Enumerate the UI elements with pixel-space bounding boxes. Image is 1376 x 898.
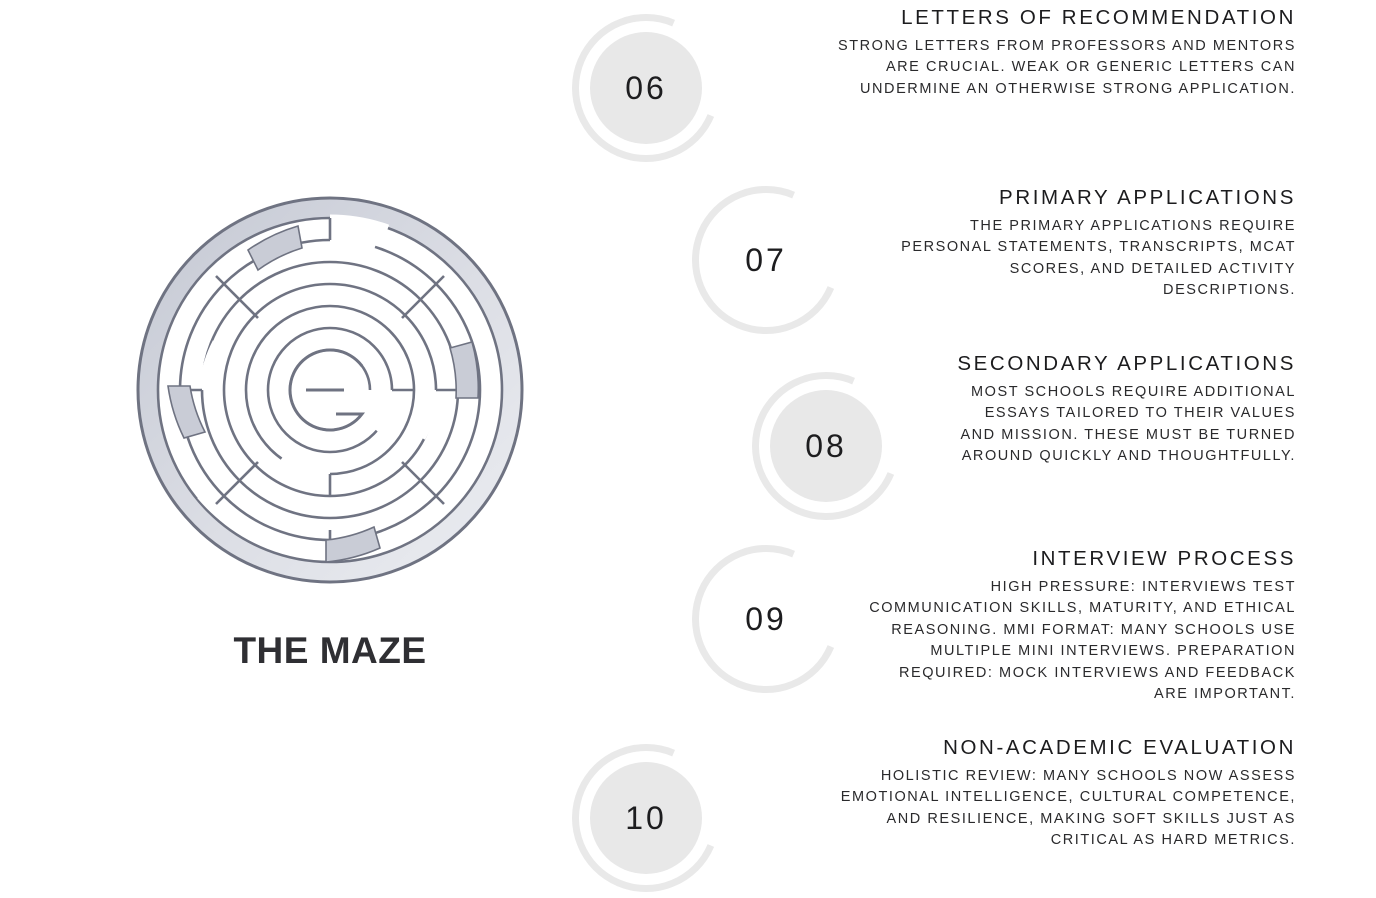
badge-disc — [710, 563, 822, 675]
step-badge-10[interactable] — [572, 744, 720, 892]
step-number: 06 — [625, 69, 667, 106]
step-heading: NON-ACADEMIC EVALUATION — [943, 736, 1296, 759]
step-heading: INTERVIEW PROCESS — [1032, 547, 1296, 570]
badge-disc — [590, 762, 702, 874]
step-text-06 — [836, 6, 1296, 100]
step-badge-08[interactable] — [752, 372, 900, 520]
step-number: 09 — [745, 600, 787, 637]
step-number: 08 — [805, 427, 847, 464]
step-text-09 — [866, 547, 1296, 706]
step-body: STRONG LETTERS FROM PROFESSORS AND MENTORS ARE CRUCIAL. WEAK OR GENERIC LETTERS CAN UNDERMINE AN OTHERWISE STRONG APPLICATION. — [838, 38, 1296, 97]
step-badge-06[interactable] — [572, 14, 720, 162]
step-body: HIGH PRESSURE: INTERVIEWS TEST COMMUNICATION SKILLS, MATURITY, AND ETHICAL REASONING. MMI FORMAT: MANY SCHOOLS USE MULTIPLE MINI INTERVIEWS. PREPARATION REQUIRED: MOCK INTERVIEWS AND FEEDBACK ARE IMPORTANT. — [869, 579, 1296, 703]
maze-illustration — [130, 190, 530, 590]
step-text-07 — [896, 186, 1296, 302]
step-badge-09[interactable] — [692, 545, 840, 693]
step-badge-07[interactable] — [692, 186, 840, 334]
step-heading: SECONDARY APPLICATIONS — [957, 352, 1296, 375]
step-body: HOLISTIC REVIEW: MANY SCHOOLS NOW ASSESS EMOTIONAL INTELLIGENCE, CULTURAL COMPETENCE, AND RESILIENCE, MAKING SOFT SKILLS JUST AS CRITICAL AS HARD METRICS. — [840, 768, 1296, 849]
maze-title: THE MAZE — [233, 630, 427, 671]
step-number: 10 — [625, 799, 667, 836]
badge-disc — [710, 204, 822, 316]
step-text-08 — [956, 352, 1296, 468]
maze-panel — [0, 0, 560, 898]
badge-disc — [590, 32, 702, 144]
badge-disc — [770, 390, 882, 502]
step-text-10 — [806, 736, 1296, 852]
step-number: 07 — [745, 241, 787, 278]
steps-list — [560, 0, 1376, 898]
step-heading: LETTERS OF RECOMMENDATION — [901, 6, 1296, 29]
step-body: THE PRIMARY APPLICATIONS REQUIRE PERSONAL STATEMENTS, TRANSCRIPTS, MCAT SCORES, AND DETAILED ACTIVITY DESCRIPTIONS. — [901, 218, 1296, 299]
step-body: MOST SCHOOLS REQUIRE ADDITIONAL ESSAYS TAILORED TO THEIR VALUES AND MISSION. THESE MUST BE TURNED AROUND QUICKLY AND THOUGHTFULLY. — [960, 384, 1296, 465]
step-heading: PRIMARY APPLICATIONS — [999, 186, 1296, 209]
